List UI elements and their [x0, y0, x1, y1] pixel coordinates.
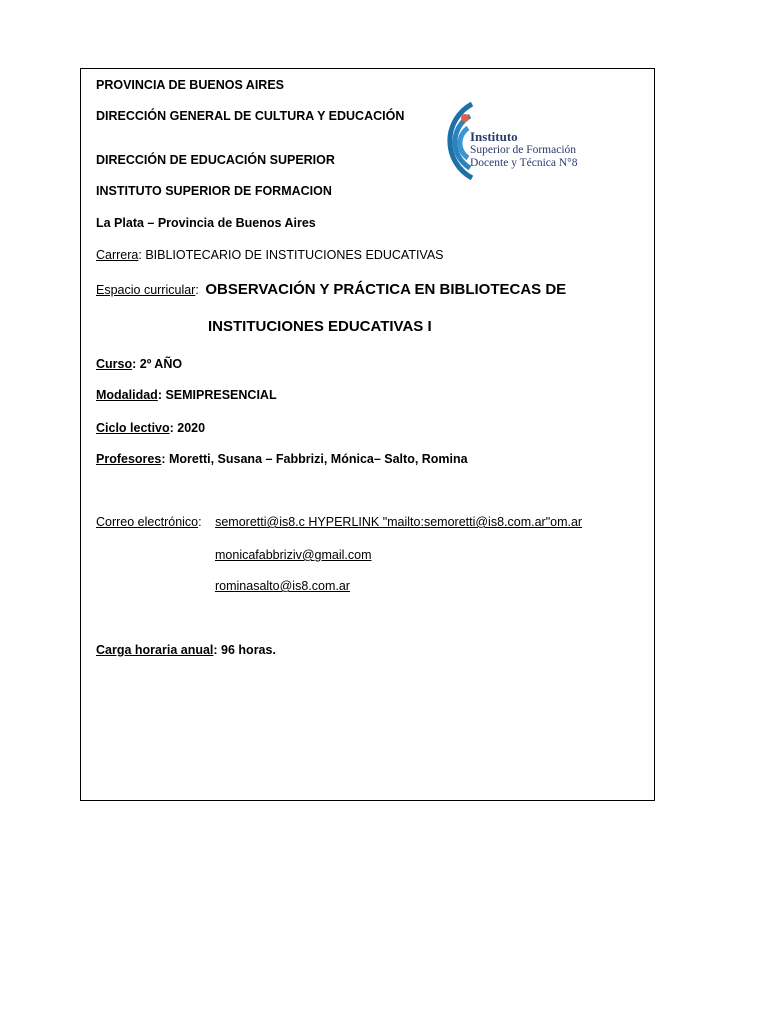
profesores-row — [96, 451, 468, 467]
ciclo-row — [96, 420, 205, 436]
espacio-value-1: OBSERVACIÓN Y PRÁCTICA EN BIBLIOTECAS DE — [205, 281, 567, 298]
profesores-label: Profesores — [96, 452, 162, 466]
correo-label: Correo electrónico — [96, 515, 199, 529]
curso-label: Curso — [96, 357, 133, 371]
email-link-3[interactable]: rominasalto@is8.com.ar — [215, 579, 350, 593]
carrera-row — [96, 247, 444, 263]
profesores-value: : Moretti, Susana – Fabbrizi, Mónica– Salto, Romina — [161, 452, 468, 466]
logo-line-1: Instituto — [470, 129, 518, 144]
direccion-general-heading: DIRECCIÓN GENERAL DE CULTURA Y EDUCACIÓN — [96, 109, 405, 123]
modalidad-value: : SEMIPRESENCIAL — [157, 388, 277, 402]
modalidad-label: Modalidad — [96, 388, 158, 402]
carga-value: : 96 horas. — [213, 643, 276, 657]
ciclo-label: Ciclo lectivo — [96, 421, 170, 435]
logo-line-2: Superior de Formación — [470, 144, 577, 156]
direccion-educacion-heading: DIRECCIÓN DE EDUCACIÓN SUPERIOR — [96, 153, 335, 167]
curso-row — [96, 356, 182, 372]
espacio-colon: : — [195, 283, 199, 297]
email-link-1[interactable]: semoretti@is8.c HYPERLINK "mailto:semoretti@is8.com.ar"om.ar — [215, 515, 583, 529]
ciudad-heading: La Plata – Provincia de Buenos Aires — [96, 216, 316, 230]
carrera-label: Carrera — [96, 248, 139, 262]
institute-logo — [420, 96, 620, 186]
provincia-heading: PROVINCIA DE BUENOS AIRES — [96, 78, 284, 92]
ciclo-value: : 2020 — [169, 421, 206, 435]
carga-row — [96, 642, 276, 658]
email-link-2[interactable]: monicafabbriziv@gmail.com — [215, 548, 372, 562]
logo-line-3: Docente y Técnica N°8 — [470, 157, 578, 169]
espacio-label: Espacio curricular — [96, 283, 196, 297]
curso-value: : 2º AÑO — [132, 357, 183, 371]
carga-label: Carga horaria anual — [96, 643, 214, 657]
espacio-row — [96, 282, 566, 298]
instituto-heading: INSTITUTO SUPERIOR DE FORMACION — [96, 184, 332, 198]
modalidad-row — [96, 387, 277, 403]
correo-colon: : — [198, 515, 202, 529]
carrera-value: : BIBLIOTECARIO DE INSTITUCIONES EDUCATIVAS — [138, 248, 444, 262]
espacio-value-2: INSTITUCIONES EDUCATIVAS I — [208, 318, 432, 335]
correo-row — [96, 514, 582, 530]
